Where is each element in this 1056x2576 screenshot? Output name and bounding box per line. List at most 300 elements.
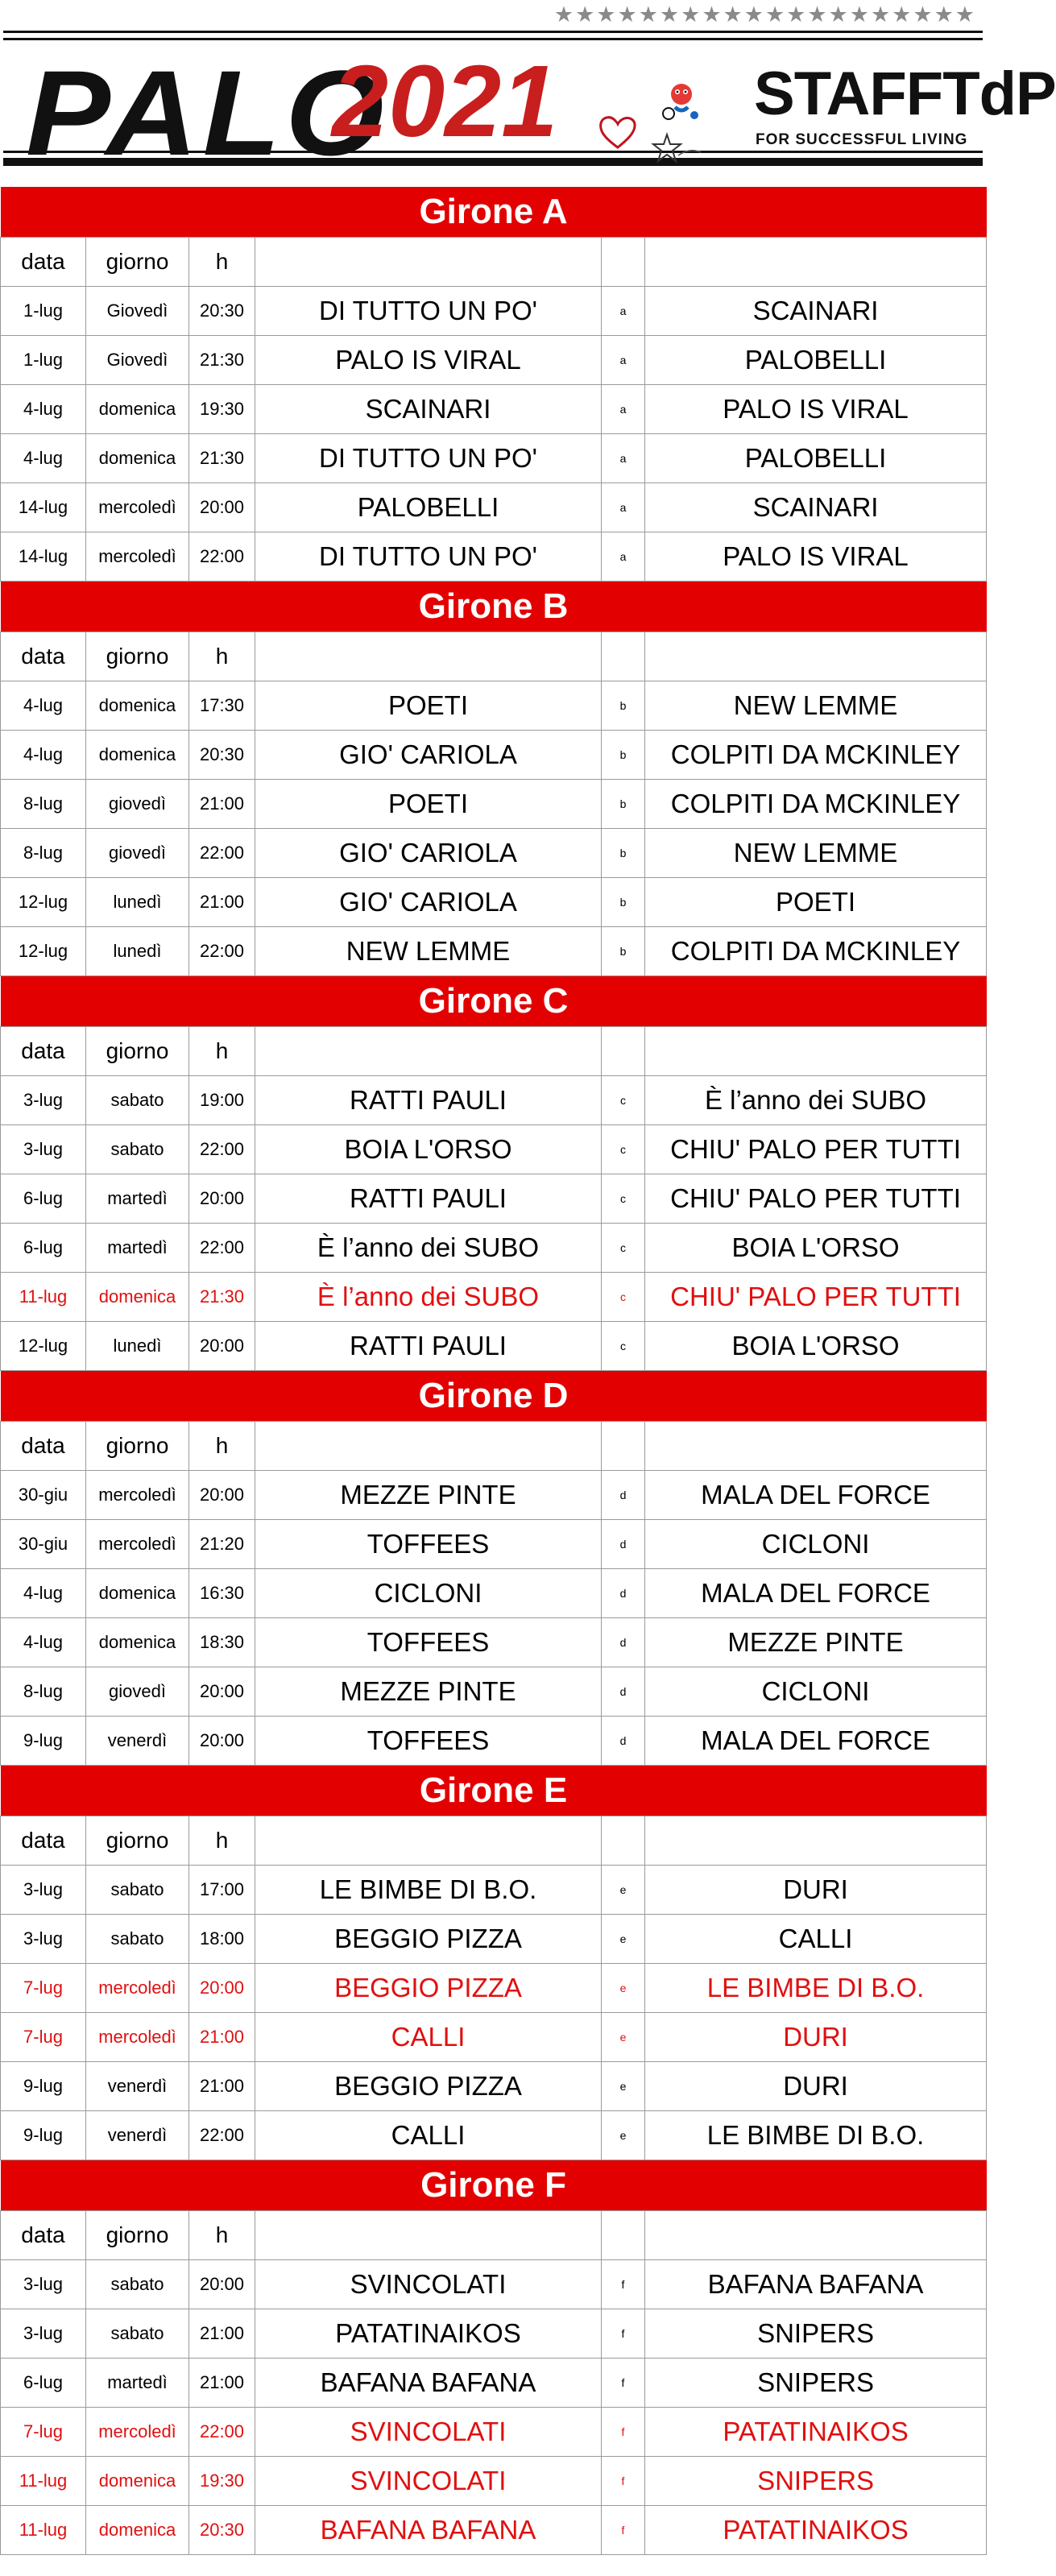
mascot-icon (657, 78, 704, 123)
home-team: TOFFEES (255, 1618, 602, 1667)
column-header-row (1, 632, 987, 681)
group-title: Girone D (1, 1371, 987, 1422)
match-time: 16:30 (189, 1569, 255, 1618)
group-title: Girone B (1, 582, 987, 632)
match-date: 14-lug (1, 532, 86, 582)
column-header-home (255, 2211, 602, 2260)
away-team: PATATINAIKOS (645, 2408, 987, 2457)
match-date: 7-lug (1, 2013, 86, 2062)
match-time: 18:00 (189, 1915, 255, 1964)
match-date: 4-lug (1, 731, 86, 780)
away-team: CALLI (645, 1915, 987, 1964)
match-row (1, 780, 987, 829)
match-time: 21:00 (189, 2309, 255, 2359)
home-team: NEW LEMME (255, 927, 602, 976)
group-letter: b (602, 878, 645, 927)
match-row (1, 927, 987, 976)
match-time: 21:00 (189, 878, 255, 927)
group-letter: b (602, 829, 645, 878)
away-team: MEZZE PINTE (645, 1618, 987, 1667)
match-row (1, 2260, 987, 2309)
home-team: LE BIMBE DI B.O. (255, 1866, 602, 1915)
home-team: BEGGIO PIZZA (255, 1915, 602, 1964)
match-day: mercoledì (86, 2408, 189, 2457)
group-letter: c (602, 1174, 645, 1224)
group-letter: a (602, 336, 645, 385)
match-time: 20:00 (189, 1964, 255, 2013)
match-time: 20:00 (189, 1717, 255, 1766)
match-time: 20:00 (189, 2260, 255, 2309)
match-row (1, 2506, 987, 2555)
match-time: 17:30 (189, 681, 255, 731)
match-time: 21:30 (189, 434, 255, 483)
column-header-group (602, 1027, 645, 1076)
away-team: PATATINAIKOS (645, 2506, 987, 2555)
home-team: BEGGIO PIZZA (255, 2062, 602, 2111)
away-team: DURI (645, 2062, 987, 2111)
match-row (1, 1520, 987, 1569)
match-date: 12-lug (1, 1322, 86, 1371)
group-letter: c (602, 1322, 645, 1371)
away-team: BOIA L'ORSO (645, 1322, 987, 1371)
match-date: 4-lug (1, 681, 86, 731)
match-day: martedì (86, 2359, 189, 2408)
match-row (1, 681, 987, 731)
group-letter: e (602, 2062, 645, 2111)
match-row (1, 287, 987, 336)
match-day: mercoledì (86, 2013, 189, 2062)
match-day: domenica (86, 1273, 189, 1322)
column-header-date: data (1, 238, 86, 287)
away-team: PALOBELLI (645, 336, 987, 385)
match-row (1, 2408, 987, 2457)
match-time: 19:30 (189, 2457, 255, 2506)
home-team: DI TUTTO UN PO' (255, 287, 602, 336)
home-team: SVINCOLATI (255, 2408, 602, 2457)
away-team: LE BIMBE DI B.O. (645, 2111, 987, 2160)
match-date: 30-giu (1, 1471, 86, 1520)
banner-top-rule (3, 38, 983, 40)
match-row (1, 878, 987, 927)
match-date: 11-lug (1, 1273, 86, 1322)
match-row (1, 336, 987, 385)
match-date: 3-lug (1, 2309, 86, 2359)
match-date: 11-lug (1, 2506, 86, 2555)
match-day: mercoledì (86, 1471, 189, 1520)
group-letter: e (602, 1866, 645, 1915)
match-day: lunedì (86, 1322, 189, 1371)
match-row (1, 2062, 987, 2111)
away-team: MALA DEL FORCE (645, 1569, 987, 1618)
group-letter: a (602, 483, 645, 532)
column-header-date: data (1, 2211, 86, 2260)
match-day: mercoledì (86, 483, 189, 532)
match-day: giovedì (86, 829, 189, 878)
match-date: 11-lug (1, 2457, 86, 2506)
group-letter: e (602, 1915, 645, 1964)
group-letter: c (602, 1224, 645, 1273)
heart-icon (596, 110, 640, 154)
column-header-group (602, 1816, 645, 1866)
match-day: sabato (86, 1076, 189, 1125)
sponsor-logo-text: STAFFTdP (754, 60, 1056, 128)
home-team: GIO' CARIOLA (255, 878, 602, 927)
column-header-away (645, 632, 987, 681)
group-letter: d (602, 1471, 645, 1520)
group-letter: a (602, 532, 645, 582)
group-letter: d (602, 1717, 645, 1766)
match-row (1, 2457, 987, 2506)
match-day: venerdì (86, 2111, 189, 2160)
match-day: domenica (86, 681, 189, 731)
match-date: 3-lug (1, 2260, 86, 2309)
match-time: 22:00 (189, 2408, 255, 2457)
match-day: sabato (86, 2260, 189, 2309)
match-row (1, 1273, 987, 1322)
match-row (1, 1322, 987, 1371)
match-day: venerdì (86, 2062, 189, 2111)
match-date: 9-lug (1, 1717, 86, 1766)
column-header-day: giorno (86, 1816, 189, 1866)
home-team: SVINCOLATI (255, 2260, 602, 2309)
home-team: È l’anno dei SUBO (255, 1273, 602, 1322)
match-date: 4-lug (1, 434, 86, 483)
column-header-hour: h (189, 1027, 255, 1076)
group-letter: b (602, 927, 645, 976)
group-header-row (1, 976, 987, 1027)
group-letter: f (602, 2506, 645, 2555)
column-header-date: data (1, 1422, 86, 1471)
match-row (1, 731, 987, 780)
match-row (1, 1667, 987, 1717)
match-date: 3-lug (1, 1125, 86, 1174)
match-row (1, 1866, 987, 1915)
match-time: 19:00 (189, 1076, 255, 1125)
column-header-date: data (1, 1027, 86, 1076)
match-day: domenica (86, 1618, 189, 1667)
match-day: lunedì (86, 878, 189, 927)
match-date: 12-lug (1, 878, 86, 927)
group-letter: d (602, 1667, 645, 1717)
match-row (1, 1915, 987, 1964)
home-team: BOIA L'ORSO (255, 1125, 602, 1174)
group-letter: b (602, 731, 645, 780)
home-team: GIO' CARIOLA (255, 731, 602, 780)
tournament-year: 2021 (332, 44, 558, 158)
tournament-name: PALO (26, 45, 390, 180)
match-time: 21:30 (189, 1273, 255, 1322)
schedule-table (0, 187, 987, 2555)
match-day: sabato (86, 1866, 189, 1915)
group-letter: e (602, 2111, 645, 2160)
home-team: DI TUTTO UN PO' (255, 532, 602, 582)
home-team: TOFFEES (255, 1717, 602, 1766)
column-header-hour: h (189, 238, 255, 287)
match-row (1, 1125, 987, 1174)
match-time: 20:30 (189, 731, 255, 780)
column-header-row (1, 1422, 987, 1471)
match-date: 9-lug (1, 2111, 86, 2160)
schedule-body (1, 187, 987, 2555)
home-team: BAFANA BAFANA (255, 2359, 602, 2408)
away-team: CICLONI (645, 1520, 987, 1569)
away-team: MALA DEL FORCE (645, 1717, 987, 1766)
column-header-day: giorno (86, 1422, 189, 1471)
match-day: domenica (86, 1569, 189, 1618)
group-letter: f (602, 2359, 645, 2408)
group-header-row (1, 582, 987, 632)
away-team: SNIPERS (645, 2457, 987, 2506)
column-header-day: giorno (86, 632, 189, 681)
match-day: Giovedì (86, 336, 189, 385)
column-header-group (602, 632, 645, 681)
match-time: 20:30 (189, 2506, 255, 2555)
group-header-row (1, 1766, 987, 1816)
home-team: È l’anno dei SUBO (255, 1224, 602, 1273)
column-header-away (645, 1027, 987, 1076)
group-letter: c (602, 1273, 645, 1322)
match-day: giovedì (86, 780, 189, 829)
match-day: Giovedì (86, 287, 189, 336)
away-team: CHIU' PALO PER TUTTI (645, 1273, 987, 1322)
match-day: domenica (86, 731, 189, 780)
match-day: domenica (86, 2506, 189, 2555)
column-header-home (255, 1816, 602, 1866)
away-team: CHIU' PALO PER TUTTI (645, 1125, 987, 1174)
match-time: 20:00 (189, 1471, 255, 1520)
match-row (1, 2359, 987, 2408)
column-header-row (1, 1816, 987, 1866)
column-header-away (645, 2211, 987, 2260)
home-team: RATTI PAULI (255, 1076, 602, 1125)
match-date: 4-lug (1, 1569, 86, 1618)
match-day: martedì (86, 1174, 189, 1224)
match-date: 3-lug (1, 1866, 86, 1915)
column-header-date: data (1, 632, 86, 681)
match-time: 21:00 (189, 2062, 255, 2111)
away-team: BOIA L'ORSO (645, 1224, 987, 1273)
group-letter: f (602, 2260, 645, 2309)
column-header-away (645, 1422, 987, 1471)
away-team: LE BIMBE DI B.O. (645, 1964, 987, 2013)
match-time: 20:00 (189, 483, 255, 532)
column-header-home (255, 632, 602, 681)
match-date: 6-lug (1, 1224, 86, 1273)
away-team: COLPITI DA MCKINLEY (645, 731, 987, 780)
match-day: domenica (86, 385, 189, 434)
group-header-row (1, 1371, 987, 1422)
group-letter: e (602, 2013, 645, 2062)
home-team: POETI (255, 780, 602, 829)
away-team: COLPITI DA MCKINLEY (645, 780, 987, 829)
away-team: DURI (645, 2013, 987, 2062)
home-team: RATTI PAULI (255, 1322, 602, 1371)
away-team: CHIU' PALO PER TUTTI (645, 1174, 987, 1224)
match-row (1, 2013, 987, 2062)
home-team: CICLONI (255, 1569, 602, 1618)
match-date: 4-lug (1, 1618, 86, 1667)
away-team: PALO IS VIRAL (645, 532, 987, 582)
match-time: 22:00 (189, 927, 255, 976)
match-date: 6-lug (1, 1174, 86, 1224)
match-date: 3-lug (1, 1076, 86, 1125)
column-header-home (255, 1422, 602, 1471)
column-header-hour: h (189, 1422, 255, 1471)
match-time: 21:00 (189, 780, 255, 829)
home-team: BEGGIO PIZZA (255, 1964, 602, 2013)
match-row (1, 483, 987, 532)
match-row (1, 1076, 987, 1125)
match-row (1, 1618, 987, 1667)
group-letter: d (602, 1618, 645, 1667)
group-header-row (1, 2160, 987, 2211)
column-header-hour: h (189, 2211, 255, 2260)
group-letter: a (602, 287, 645, 336)
match-day: mercoledì (86, 1964, 189, 2013)
match-row (1, 385, 987, 434)
match-date: 7-lug (1, 2408, 86, 2457)
match-date: 8-lug (1, 829, 86, 878)
group-letter: c (602, 1076, 645, 1125)
away-team: CICLONI (645, 1667, 987, 1717)
home-team: TOFFEES (255, 1520, 602, 1569)
match-row (1, 1174, 987, 1224)
match-row (1, 829, 987, 878)
home-team: MEZZE PINTE (255, 1667, 602, 1717)
away-team: PALO IS VIRAL (645, 385, 987, 434)
match-day: sabato (86, 1125, 189, 1174)
away-team: SNIPERS (645, 2309, 987, 2359)
star-logo-icon (651, 131, 704, 167)
match-date: 9-lug (1, 2062, 86, 2111)
match-date: 3-lug (1, 1915, 86, 1964)
match-time: 20:00 (189, 1322, 255, 1371)
match-time: 21:00 (189, 2013, 255, 2062)
match-time: 22:00 (189, 532, 255, 582)
home-team: POETI (255, 681, 602, 731)
match-time: 17:00 (189, 1866, 255, 1915)
match-row (1, 1717, 987, 1766)
group-letter: d (602, 1569, 645, 1618)
group-letter: a (602, 434, 645, 483)
group-letter: d (602, 1520, 645, 1569)
match-date: 12-lug (1, 927, 86, 976)
away-team: BAFANA BAFANA (645, 2260, 987, 2309)
column-header-row (1, 2211, 987, 2260)
match-day: domenica (86, 2457, 189, 2506)
match-time: 20:00 (189, 1667, 255, 1717)
match-time: 21:00 (189, 2359, 255, 2408)
match-date: 1-lug (1, 336, 86, 385)
match-row (1, 1964, 987, 2013)
match-time: 22:00 (189, 1224, 255, 1273)
match-day: sabato (86, 2309, 189, 2359)
group-letter: b (602, 780, 645, 829)
match-time: 19:30 (189, 385, 255, 434)
column-header-row (1, 238, 987, 287)
match-row (1, 2309, 987, 2359)
column-header-date: data (1, 1816, 86, 1866)
column-header-day: giorno (86, 1027, 189, 1076)
match-date: 6-lug (1, 2359, 86, 2408)
match-date: 30-giu (1, 1520, 86, 1569)
match-day: venerdì (86, 1717, 189, 1766)
home-team: CALLI (255, 2013, 602, 2062)
column-header-group (602, 238, 645, 287)
match-date: 8-lug (1, 780, 86, 829)
match-day: mercoledì (86, 532, 189, 582)
column-header-row (1, 1027, 987, 1076)
home-team: PALO IS VIRAL (255, 336, 602, 385)
home-team: CALLI (255, 2111, 602, 2160)
match-time: 20:00 (189, 1174, 255, 1224)
match-day: martedì (86, 1224, 189, 1273)
match-time: 22:00 (189, 829, 255, 878)
match-day: sabato (86, 1915, 189, 1964)
away-team: SCAINARI (645, 287, 987, 336)
column-header-home (255, 238, 602, 287)
away-team: PALOBELLI (645, 434, 987, 483)
group-letter: f (602, 2408, 645, 2457)
away-team: SCAINARI (645, 483, 987, 532)
column-header-group (602, 2211, 645, 2260)
group-letter: f (602, 2457, 645, 2506)
match-row (1, 1224, 987, 1273)
column-header-away (645, 238, 987, 287)
home-team: DI TUTTO UN PO' (255, 434, 602, 483)
home-team: SVINCOLATI (255, 2457, 602, 2506)
group-letter: f (602, 2309, 645, 2359)
group-title: Girone C (1, 976, 987, 1027)
match-row (1, 1471, 987, 1520)
column-header-day: giorno (86, 238, 189, 287)
match-day: giovedì (86, 1667, 189, 1717)
group-title: Girone E (1, 1766, 987, 1816)
away-team: POETI (645, 878, 987, 927)
away-team: DURI (645, 1866, 987, 1915)
column-header-away (645, 1816, 987, 1866)
match-time: 21:20 (189, 1520, 255, 1569)
match-time: 22:00 (189, 1125, 255, 1174)
column-header-home (255, 1027, 602, 1076)
sponsor-tagline: FOR SUCCESSFUL LIVING (756, 131, 968, 148)
match-time: 18:30 (189, 1618, 255, 1667)
group-letter: b (602, 681, 645, 731)
column-header-day: giorno (86, 2211, 189, 2260)
home-team: SCAINARI (255, 385, 602, 434)
away-team: COLPITI DA MCKINLEY (645, 927, 987, 976)
home-team: MEZZE PINTE (255, 1471, 602, 1520)
away-team: NEW LEMME (645, 829, 987, 878)
match-row (1, 434, 987, 483)
group-letter: c (602, 1125, 645, 1174)
away-team: NEW LEMME (645, 681, 987, 731)
away-team: È l’anno dei SUBO (645, 1076, 987, 1125)
match-date: 8-lug (1, 1667, 86, 1717)
match-time: 20:30 (189, 287, 255, 336)
home-team: PALOBELLI (255, 483, 602, 532)
group-letter: a (602, 385, 645, 434)
away-team: MALA DEL FORCE (645, 1471, 987, 1520)
group-letter: e (602, 1964, 645, 2013)
match-time: 22:00 (189, 2111, 255, 2160)
away-team: SNIPERS (645, 2359, 987, 2408)
match-day: domenica (86, 434, 189, 483)
column-header-hour: h (189, 1816, 255, 1866)
match-day: lunedì (86, 927, 189, 976)
group-title: Girone A (1, 187, 987, 238)
match-date: 7-lug (1, 1964, 86, 2013)
